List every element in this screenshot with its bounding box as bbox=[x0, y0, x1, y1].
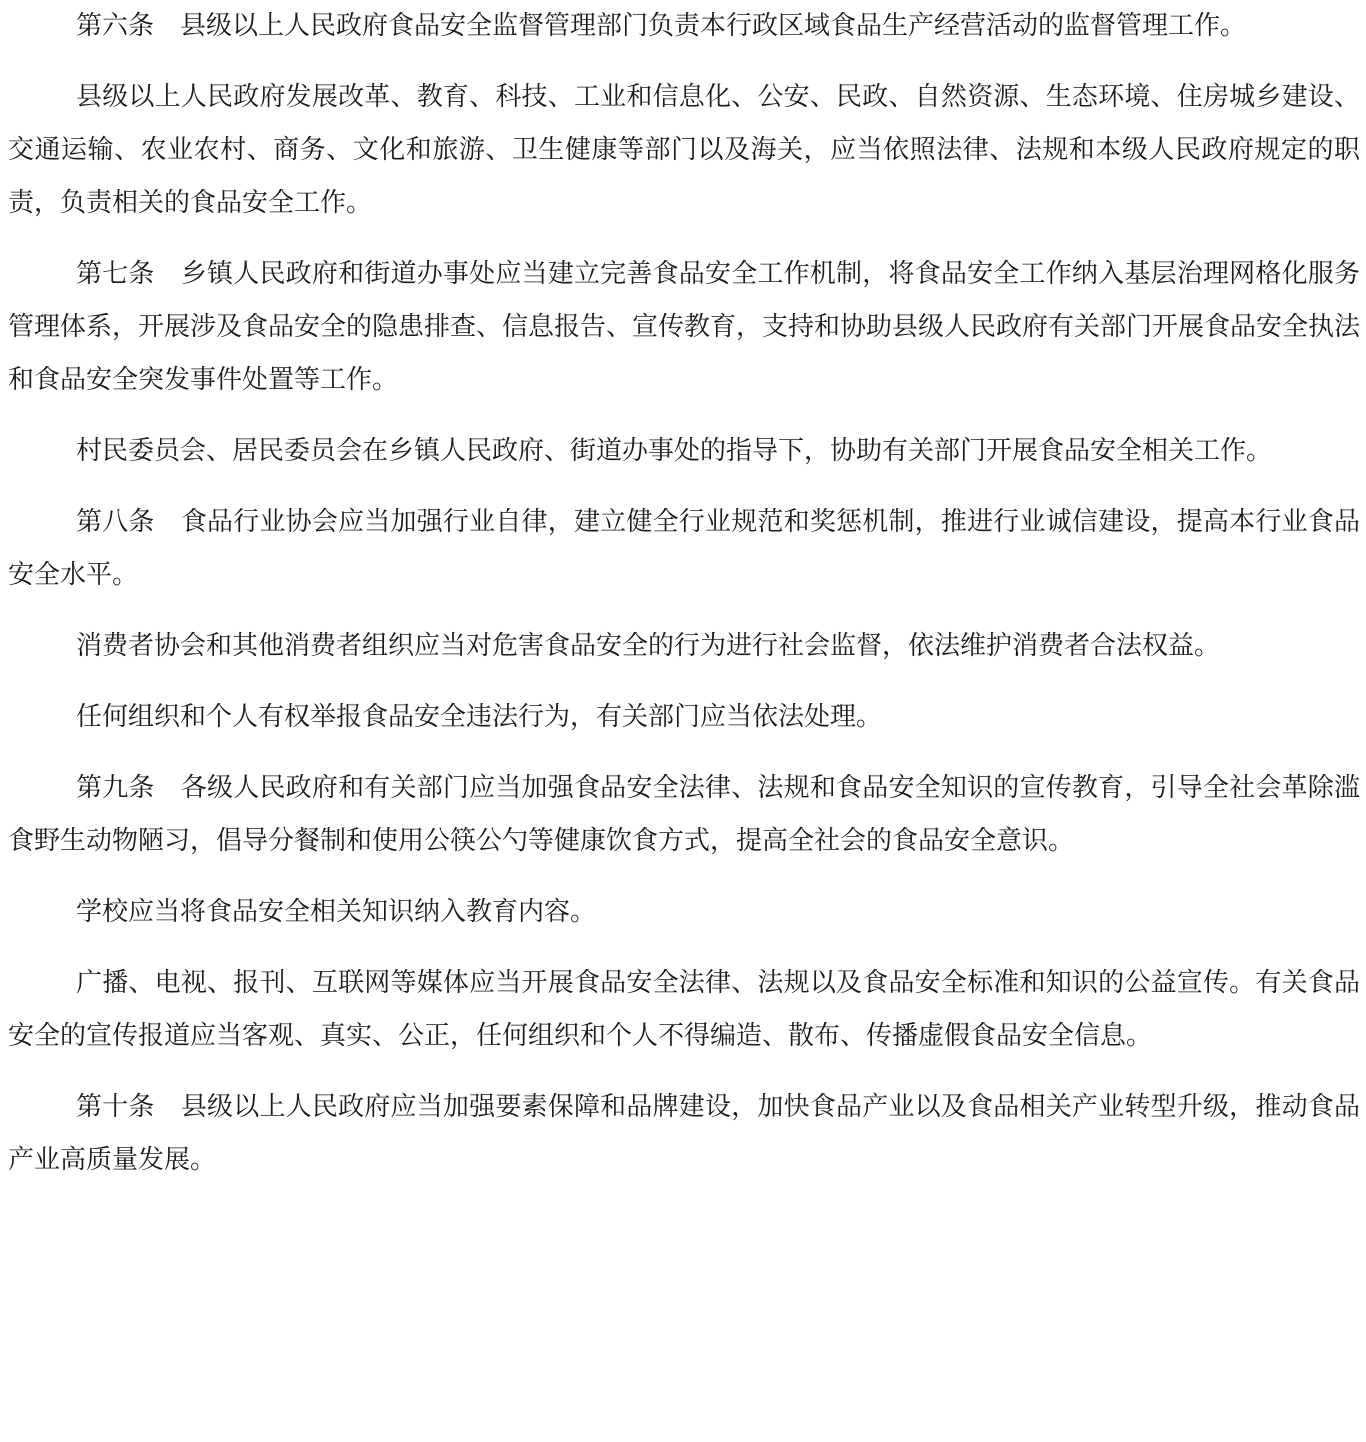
article-6-departments-paragraph: 县级以上人民政府发展改革、教育、科技、工业和信息化、公安、民政、自然资源、生态环境、住房城乡建设、交通运输、农业农村、商务、文化和旅游、卫生健康等部门以及海关，应当依照法律、法规和本级人民政府规定的职责，负责相关的食品安全工作。 bbox=[8, 82, 1360, 218]
article-8-paragraph: 第八条 食品行业协会应当加强行业自律，建立健全行业规范和奖惩机制，推进行业诚信建设，提高本行业食品安全水平。 bbox=[8, 507, 1360, 590]
article-9-school-paragraph: 学校应当将食品安全相关知识纳入教育内容。 bbox=[76, 897, 597, 927]
article-10-paragraph: 第十条 县级以上人民政府应当加强要素保障和品牌建设，加快食品产业以及食品相关产业转型升级，推动食品产业高质量发展。 bbox=[8, 1092, 1360, 1175]
article-7-paragraph: 第七条 乡镇人民政府和街道办事处应当建立完善食品安全工作机制，将食品安全工作纳入基层治理网格化服务管理体系，开展涉及食品安全的隐患排查、信息报告、宣传教育，支持和协助县级人民政府有关部门开展食品安全执法和食品安全突发事件处置等工作。 bbox=[8, 259, 1361, 395]
article-9-media-paragraph: 广播、电视、报刊、互联网等媒体应当开展食品安全法律、法规以及食品安全标准和知识的公益宣传。有关食品安全的宣传报道应当客观、真实、公正，任何组织和个人不得编造、散布、传播虚假食品安全信息。 bbox=[8, 968, 1360, 1051]
document-body bbox=[8, 0, 1360, 1205]
article-8-consumer-paragraph: 消费者协会和其他消费者组织应当对危害食品安全的行为进行社会监督，依法维护消费者合法权益。 bbox=[76, 631, 1221, 661]
article-7-committees-paragraph: 村民委员会、居民委员会在乡镇人民政府、街道办事处的指导下，协助有关部门开展食品安全相关工作。 bbox=[76, 436, 1273, 466]
article-6-paragraph: 第六条 县级以上人民政府食品安全监督管理部门负责本行政区域食品生产经营活动的监督管理工作。 bbox=[76, 11, 1247, 41]
article-9-paragraph: 第九条 各级人民政府和有关部门应当加强食品安全法律、法规和食品安全知识的宣传教育，引导全社会革除滥食野生动物陋习，倡导分餐制和使用公筷公勺等健康饮食方式，提高全社会的食品安全意识。 bbox=[8, 773, 1360, 856]
article-8-report-paragraph: 任何组织和个人有权举报食品安全违法行为，有关部门应当依法处理。 bbox=[76, 702, 883, 732]
